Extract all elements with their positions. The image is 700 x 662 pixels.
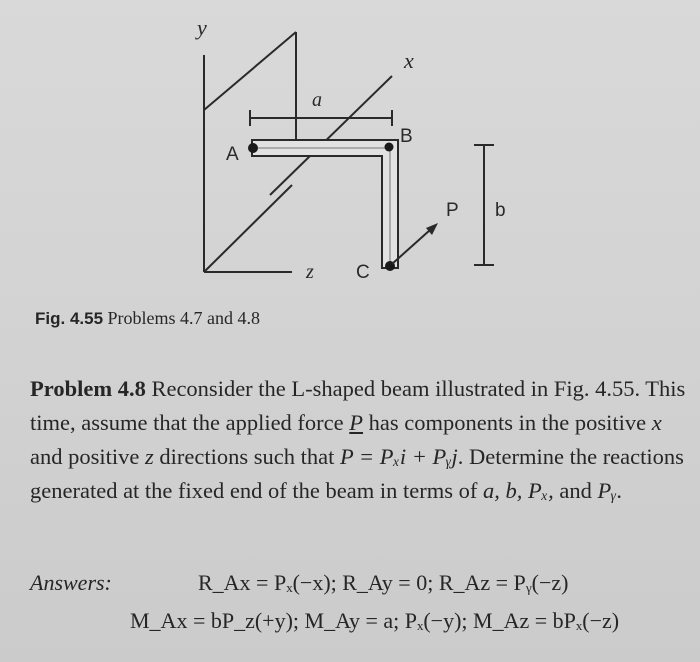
label-x-axis: x xyxy=(404,48,414,73)
problem-text-mid: has components in the positive xyxy=(363,410,652,435)
variable-x: x xyxy=(651,410,662,435)
problem-terms: a, b, Pₓ, xyxy=(482,478,554,503)
answers-label: Answers: xyxy=(30,570,112,595)
wall-top-edge xyxy=(204,32,296,110)
figure-caption xyxy=(35,308,260,329)
label-z-axis: z xyxy=(306,261,314,283)
label-force-p: P xyxy=(446,200,459,221)
label-y-axis: y xyxy=(197,15,207,40)
problem-last-term: Pᵧ xyxy=(597,478,617,503)
variable-z: z xyxy=(144,444,154,469)
point-b-dot xyxy=(385,143,394,152)
point-a-dot xyxy=(248,143,258,153)
label-point-c: C xyxy=(356,262,370,283)
wall-diagonal xyxy=(204,185,292,272)
problem-text-after-equation: . Determine the reactions generated at the fixed end of the beam in terms of xyxy=(30,444,684,503)
label-point-a: A xyxy=(226,144,239,165)
label-point-b: B xyxy=(400,126,413,147)
label-a: a xyxy=(312,89,322,111)
answers-line-1: R_Ax = Pₓ(−x); R_Ay = 0; R_Az = Pᵧ(−z) xyxy=(198,570,569,595)
problem-period: . xyxy=(616,478,623,503)
force-equation: P = Pₓi + Pᵧj xyxy=(339,444,458,469)
problem-text-and-positive: and positive xyxy=(30,444,145,469)
answers-line-2: M_Ax = bP_z(+y); M_Ay = a; Pₓ(−y); M_Az = bPₓ(−z) xyxy=(130,608,620,633)
problem-paragraph xyxy=(30,372,690,508)
problem-intro: Reconsider the L-shaped beam illustrated in Fig. 4.55. This time, assume that the applied force xyxy=(30,376,686,435)
label-b: b xyxy=(495,200,506,221)
problem-statement xyxy=(30,372,690,508)
problem-text-and: and xyxy=(553,478,598,503)
figure-number: Fig. 4.55 xyxy=(35,309,104,328)
problem-title: Problem 4.8 xyxy=(30,376,146,401)
beam-figure xyxy=(0,0,700,300)
problem-text-directions: directions such that xyxy=(153,444,340,469)
force-symbol: P xyxy=(349,410,364,435)
x-axis-line xyxy=(270,76,392,195)
figure-caption-text: Problems 4.7 and 4.8 xyxy=(107,308,261,328)
